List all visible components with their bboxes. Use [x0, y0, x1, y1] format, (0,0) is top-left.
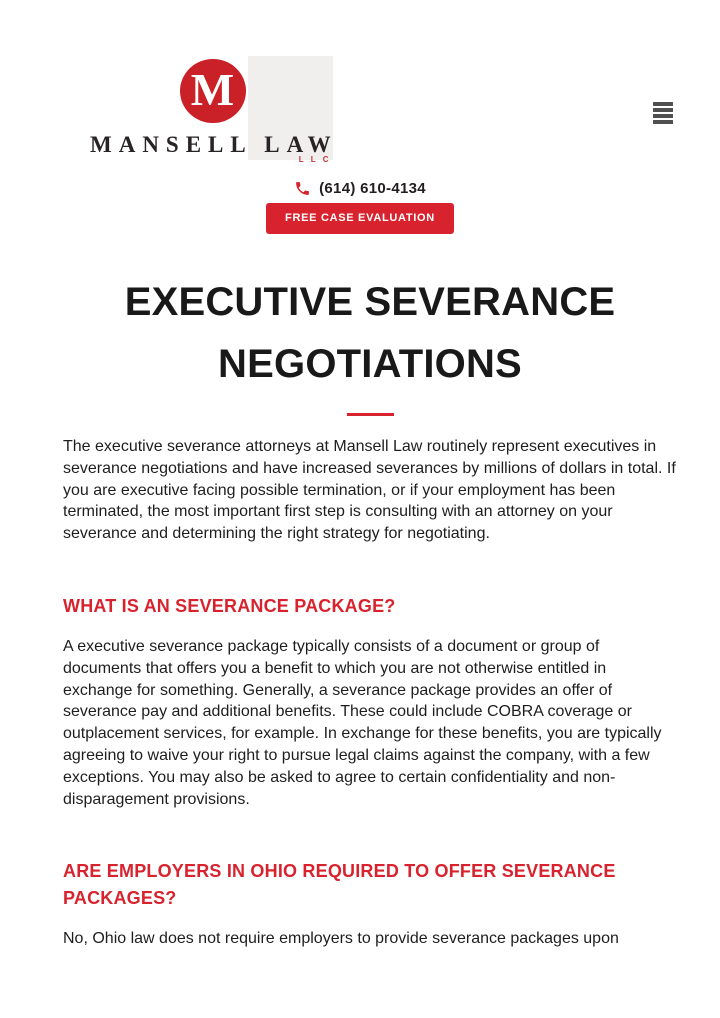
menu-bar [653, 114, 673, 118]
title-divider [347, 413, 394, 416]
phone-icon [294, 180, 311, 197]
section-paragraph-ohio-required: No, Ohio law does not require employers to provide severance packages upon [63, 930, 619, 948]
menu-button[interactable] [653, 102, 673, 124]
intro-paragraph: The executive severance attorneys at Mansell Law routinely represent executives in severance negotiations and have increased severances by millions of dollars in total. If you are executive facing possible termination, or if your employment has been terminated, the most important first step is consulting with an attorney on your severance and determining the right strategy for negotiating. [63, 438, 676, 543]
section-paragraph-severance-package: A executive severance package typically consists of a document or group of documents that offers you a benefit to which you are not otherwise entitled in exchange for something. Generally, a severance package provides an offer of severance pay and additional benefits. These could include COBRA coverage or outplacement services, for example. In exchange for these benefits, you are typically agreeing to waive your right to pursue legal claims against the company, with a few exceptions. You may also be asked to agree to certain confidentiality and non-disparagement provisions. [63, 637, 662, 808]
logo-circle [180, 59, 246, 123]
main-content [63, 271, 677, 1016]
logo-name: MANSELL LAW [90, 132, 338, 157]
logo-monogram: M [190, 63, 235, 115]
page-title: EXECUTIVE SEVERANCE NEGOTIATIONS [124, 280, 616, 386]
menu-bar [653, 120, 673, 124]
menu-bar [653, 108, 673, 112]
phone-link[interactable] [0, 180, 720, 197]
section-heading-severance-package: WHAT IS AN SEVERANCE PACKAGE? [63, 595, 396, 616]
section-heading-ohio-required: ARE EMPLOYERS IN OHIO REQUIRED TO OFFER SEVERANCE PACKAGES? [63, 861, 616, 909]
site-header [0, 0, 720, 234]
free-case-evaluation-button[interactable]: FREE CASE EVALUATION [266, 203, 454, 234]
cta-row [0, 203, 720, 234]
hamburger-icon [653, 102, 673, 106]
logo[interactable] [90, 59, 338, 164]
logo-suffix: L L C [298, 155, 331, 164]
phone-number: (614) 610-4134 [319, 180, 426, 197]
